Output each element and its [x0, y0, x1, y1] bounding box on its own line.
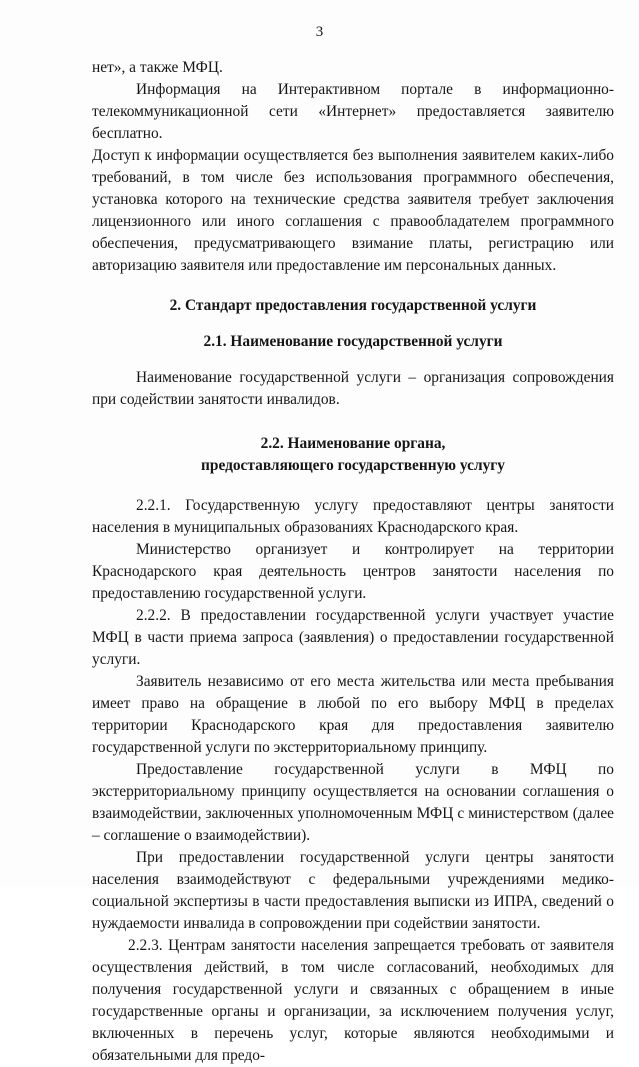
subsection-heading-2-1: 2.1. Наименование государственной услуги: [203, 333, 503, 350]
paragraph-portal-info: Информация на Интерактивном портале в информационно-телекоммуникационной сети «Интернет» предоставляется заявителю бесплатно.: [92, 81, 614, 142]
paragraph-exterritorial: Предоставление государственной услуги в МФЦ по экстерриториальному принципу осуществляется на основании соглашения о взаимодействии, заключенных уполномоченным МФЦ с министерством (далее – соглашение о взаимодействии).: [92, 761, 614, 844]
paragraph-2-2-2: 2.2.2. В предоставлении государственной услуги участвует участие МФЦ в части приема запроса (заявления) о предоставлении государственной услуги.: [92, 607, 614, 668]
subsection-heading-2-2-line2: предоставляющего государственную услугу: [201, 457, 505, 474]
subsection-heading-2-2-line1: 2.2. Наименование органа,: [260, 435, 446, 452]
paragraph-interaction: При предоставлении государственной услуги центры занятости населения взаимодействуют с федеральными учреждениями медико-социальной экспертизы в части предоставления выписки из ИПРА, сведений о нуждаемости инвалида в сопровождении при содействии занятости.: [92, 849, 614, 932]
paragraph-ministry: Министерство организует и контролирует на территории Краснодарского края деятельность центров занятости населения по предоставлению государственной услуги.: [92, 541, 614, 602]
document-body: [92, 57, 614, 1067]
paragraph-2-2-3: 2.2.3. Центрам занятости населения запрещается требовать от заявителя осуществления действий, в том числе согласований, необходимых для получения государственной услуги и связанных с обращением в иные государственные органы и организации, за исключением получения услуг, включенных в перечень услуг, которые являются необходимыми и обязательными для предо-: [92, 937, 614, 1064]
paragraph-access-info: Доступ к информации осуществляется без выполнения заявителем каких-либо требований, в том числе без использования программного обеспечения, установка которого на технические средства заявителя требует заключения лицензионного или иного соглашения с правообладателем программного обеспечения, предусматривающего взимание платы, регистрацию или авторизацию заявителя или предоставление им персональных данных.: [92, 147, 614, 274]
section-heading-2: 2. Стандарт предоставления государственной услуги: [169, 297, 537, 314]
paragraph-applicant-rights: Заявитель независимо от его места жительства или места пребывания имеет право на обращение в любой по его выбору МФЦ в пределах территории Краснодарского края для предоставления заявителю государственной услуги по экстерриториальному принципу.: [92, 673, 614, 756]
paragraph-2-2-1: 2.2.1. Государственную услугу предоставляют центры занятости населения в муниципальных образованиях Краснодарского края.: [92, 497, 614, 536]
paragraph-service-name: Наименование государственной услуги – организация сопровождения при содействии занятости инвалидов.: [92, 369, 614, 408]
paragraph-continuation: нет», а также МФЦ.: [92, 59, 223, 76]
page-number: 3: [315, 24, 324, 40]
